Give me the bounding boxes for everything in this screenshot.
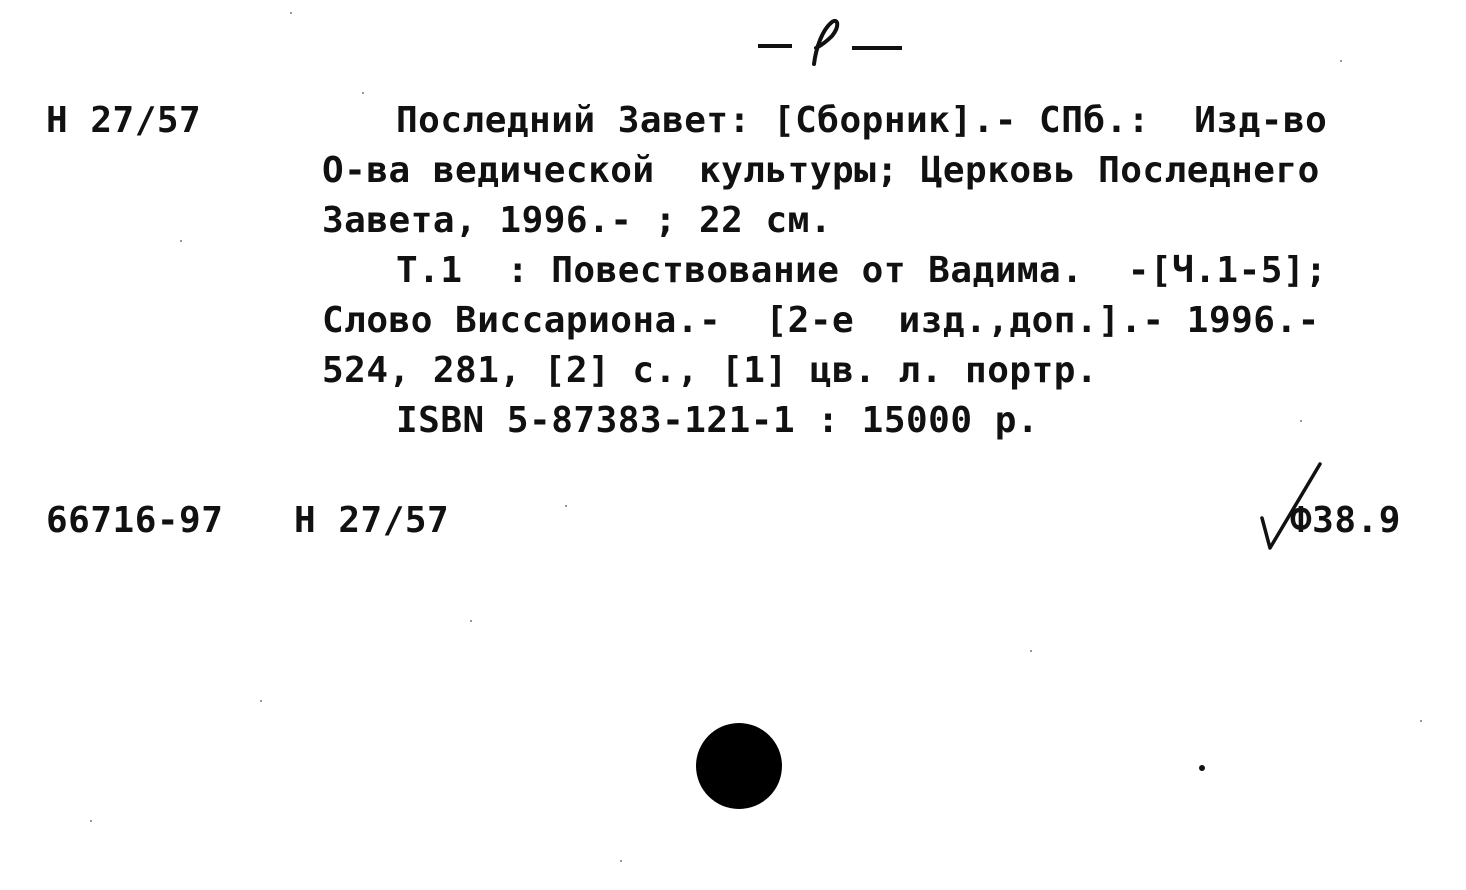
speck <box>362 92 364 94</box>
speck <box>470 620 472 622</box>
entry-line-4: Т.1 : Повествование от Вадима. -[Ч.1-5]; <box>396 250 1328 291</box>
speck <box>290 12 292 14</box>
speck <box>180 240 182 242</box>
speck <box>565 505 567 507</box>
accession-number: 66716-97 <box>46 500 224 541</box>
speck <box>620 860 622 862</box>
speck <box>1030 650 1032 652</box>
isbn-line: ISBN 5-87383-121-1 : 15000 р. <box>396 400 1040 441</box>
ink-dot <box>1199 765 1205 771</box>
page-number-mark <box>752 8 912 68</box>
entry-line-6: 524, 281, [2] с., [1] цв. л. портр. <box>322 350 1099 391</box>
call-number: Н 27/57 <box>46 100 202 141</box>
speck <box>1420 720 1422 722</box>
class-code: Ф38.9 <box>1290 500 1401 541</box>
footer-call-number: Н 27/57 <box>294 500 450 541</box>
punch-hole <box>696 723 782 809</box>
entry-line-3: Завета, 1996.- ; 22 см. <box>322 200 832 241</box>
entry-line-2: О-ва ведической культуры; Церковь Последнего <box>322 150 1320 191</box>
entry-line-5: Слово Виссариона.- [2-е изд.,доп.].- 1996.- <box>322 300 1320 341</box>
speck <box>90 820 92 822</box>
speck <box>260 700 262 702</box>
speck <box>1340 60 1342 62</box>
speck <box>1300 420 1302 422</box>
entry-line-1: Последний Завет: [Сборник].- СПб.: Изд-во <box>396 100 1328 141</box>
